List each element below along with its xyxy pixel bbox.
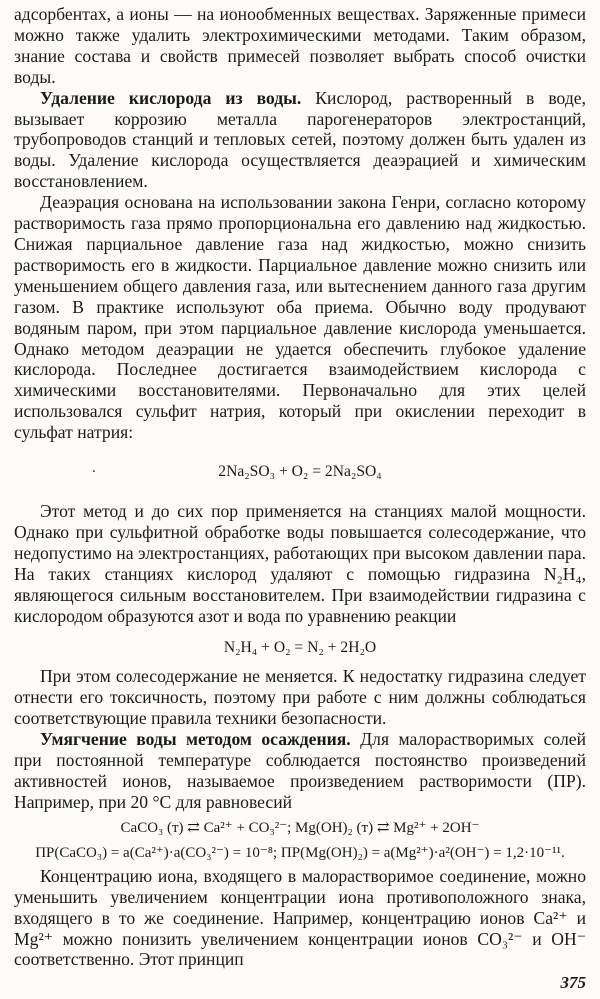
equation-solubility-products: ПР(CaCO₃) = a(Ca²⁺)·a(CO₃²⁻) = 10⁻⁸; ПР(Mg(OH)₂) = a(Mg²⁺)·a²(OH⁻) = 1,2·10⁻¹¹. xyxy=(35,844,565,861)
section-heading-oxygen: Удаление кислорода из воды. xyxy=(40,87,302,108)
equation-equilibria: CaCO₃ (т) ⇄ Ca²⁺ + CO₃²⁻; Mg(OH)₂ (т) ⇄ Mg²⁺ + 2OH⁻ xyxy=(120,819,480,836)
paragraph-oxygen-removal xyxy=(14,88,586,193)
equation-sulfite: 2Na₂SO₃ + O₂ = 2Na₂SO₄ xyxy=(218,463,382,481)
stray-mark: . xyxy=(92,460,96,476)
ion-and-2: и xyxy=(522,928,552,949)
paragraph-ion-concentration xyxy=(14,866,586,971)
ion-and-1: и xyxy=(567,907,586,928)
ion-text-c: соответственно. Этот принцип xyxy=(14,949,244,970)
ion-calcium: Ca²⁺ xyxy=(533,907,568,928)
equation-hydrazine: N₂H₄ + O₂ = N₂ + 2H₂O xyxy=(223,639,377,657)
section-heading-softening: Умягчение воды методом осаждения. xyxy=(40,729,351,750)
paragraph-hydrazine xyxy=(14,501,586,626)
paragraph-intro: адсорбентах, а ионы — на ионообменных веществах. Заряженные примеси можно также удалить электрохимическими методами. Таким образом, знание состава и свойств примесей позволяет выбрать способ очистки воды. xyxy=(14,4,586,87)
paragraph-deaeration: Деаэрация основана на использовании закона Генри, согласно которому растворимость газа прямо пропорциональна его давлению над жидкостью. Снижая парциальное давление газа над жидкостью, можно снизить растворимость его в жидкости. Парциальное давление можно снизить или уменьшением общего давления газа, или вытеснением данного газа другим газом. В практике используют оба приема. Обычно воду продувают водяным паром, при этом парциальное давление кислорода уменьшается. Однако методом деаэрации не удается обеспечить глубокое удаление кислорода. Последнее достигается взаимодействием кислорода с химическими восстановителями. Первоначально для этих целей использовался сульфит натрия, который при окислении переходит в сульфат натрия: xyxy=(14,192,586,443)
ion-magnesium: Mg²⁺ xyxy=(14,928,54,949)
equation-block-solubility xyxy=(14,813,586,866)
ion-hydroxide: OH⁻ xyxy=(551,928,586,949)
hydrazine-formula: N₂H₄ xyxy=(543,563,582,584)
page-number: 375 xyxy=(560,973,586,992)
hydrazine-text-b: , являющегося сильным восстановителем. При взаимодействии гидразина с кислородом образуются азот и вода по уравнению реакции xyxy=(14,563,586,626)
paragraph-softening-text: Для малорастворимых солей при постоянной температуре соблюдается постоянство произведений активностей ионов, называемое произведением растворимости (ПР). Например, при 20 °С для равновесий xyxy=(14,729,586,812)
paragraph-oxygen-text: Кислород, растворенный в воде, вызывает коррозию металла парогенераторов электростанций, трубопроводов станций и тепловых сетей, поэтому должен быть удален из воды. Удаление кислорода осуществляется деаэрацией и химическим восстановлением. xyxy=(14,87,586,192)
ion-text-a: Концентрацию иона, входящего в малорастворимое соединение, можно уменьшить увеличением концентрации иона противоположного знака, входящего в то же соединение. Например, концентрацию ионов xyxy=(14,865,586,928)
ion-carbonate: CO₃²⁻ xyxy=(477,928,523,949)
paragraph-toxicity: При этом солесодержание не меняется. К недостатку гидразина следует отнести его токсичность, поэтому при работе с ним должны соблюдаться соответствующие правила техники безопасности. xyxy=(14,666,586,729)
ion-text-b: можно понизить увеличением концентрации ионов xyxy=(53,928,478,949)
hydrazine-text-a: Этот метод и до сих пор применяется на станциях малой мощности. Однако при сульфитной обработке воды повышается солесодержание, что недопустимо на электростанциях, работающих при высоком давлении пара. На таких станциях кислород удаляют с помощью гидразина xyxy=(14,501,586,584)
paragraph-softening xyxy=(14,729,586,813)
